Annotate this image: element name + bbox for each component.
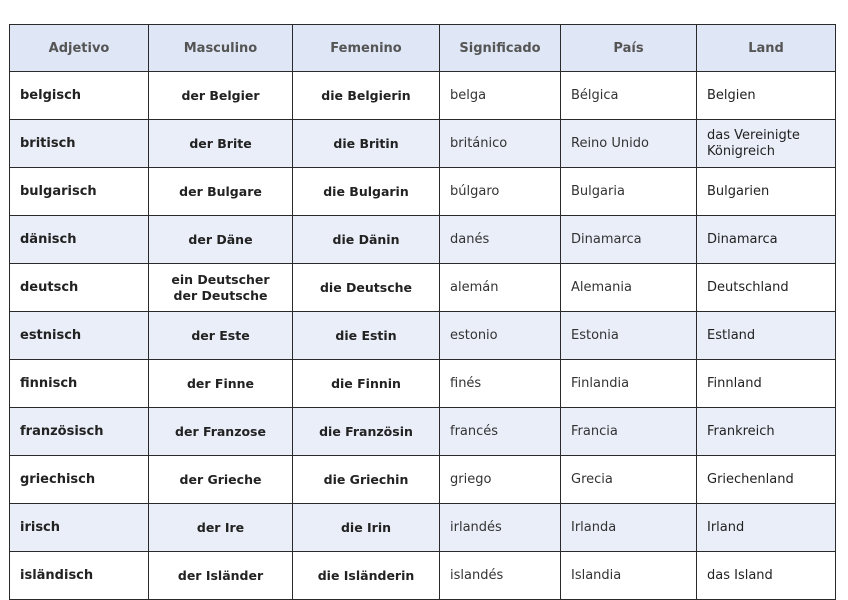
- cell-adjetivo: deutsch: [10, 264, 149, 312]
- cell-significado: alemán: [440, 264, 561, 312]
- cell-adjetivo: isländisch: [10, 552, 149, 600]
- cell-femenino: die Isländerin: [293, 552, 440, 600]
- cell-significado: británico: [440, 120, 561, 168]
- cell-pais: Finlandia: [561, 360, 697, 408]
- cell-adjetivo: britisch: [10, 120, 149, 168]
- table-row: [10, 504, 836, 552]
- cell-significado: francés: [440, 408, 561, 456]
- cell-pais: Grecia: [561, 456, 697, 504]
- cell-pais: Alemania: [561, 264, 697, 312]
- table-row: [10, 168, 836, 216]
- cell-adjetivo: irisch: [10, 504, 149, 552]
- cell-masculino: der Isländer: [149, 552, 293, 600]
- cell-masculino: der Este: [149, 312, 293, 360]
- cell-femenino: die Französin: [293, 408, 440, 456]
- cell-masculino: der Ire: [149, 504, 293, 552]
- cell-femenino: die Dänin: [293, 216, 440, 264]
- cell-pais: Islandia: [561, 552, 697, 600]
- cell-land: Bulgarien: [697, 168, 836, 216]
- cell-land: Belgien: [697, 72, 836, 120]
- cell-land: Frankreich: [697, 408, 836, 456]
- cell-significado: islandés: [440, 552, 561, 600]
- cell-adjetivo: estnisch: [10, 312, 149, 360]
- cell-land: Deutschland: [697, 264, 836, 312]
- cell-significado: irlandés: [440, 504, 561, 552]
- cell-significado: finés: [440, 360, 561, 408]
- header-row: [10, 25, 836, 72]
- cell-land: Irland: [697, 504, 836, 552]
- header-masculino: Masculino: [149, 25, 293, 72]
- cell-masculino: der Belgier: [149, 72, 293, 120]
- table-row: [10, 456, 836, 504]
- cell-pais: Dinamarca: [561, 216, 697, 264]
- cell-femenino: die Deutsche: [293, 264, 440, 312]
- cell-land: Estland: [697, 312, 836, 360]
- cell-adjetivo: belgisch: [10, 72, 149, 120]
- cell-masculino: ein Deutscher der Deutsche: [149, 264, 293, 312]
- cell-significado: danés: [440, 216, 561, 264]
- cell-adjetivo: finnisch: [10, 360, 149, 408]
- header-pais: País: [561, 25, 697, 72]
- vocabulary-table-container: [9, 24, 835, 600]
- cell-adjetivo: griechisch: [10, 456, 149, 504]
- table-row: [10, 120, 836, 168]
- cell-significado: búlgaro: [440, 168, 561, 216]
- table-row: [10, 312, 836, 360]
- cell-significado: belga: [440, 72, 561, 120]
- table-row: [10, 264, 836, 312]
- cell-femenino: die Belgierin: [293, 72, 440, 120]
- header-significado: Significado: [440, 25, 561, 72]
- cell-significado: griego: [440, 456, 561, 504]
- header-femenino: Femenino: [293, 25, 440, 72]
- cell-pais: Bélgica: [561, 72, 697, 120]
- cell-significado: estonio: [440, 312, 561, 360]
- header-land: Land: [697, 25, 836, 72]
- cell-adjetivo: bulgarisch: [10, 168, 149, 216]
- cell-pais: Reino Unido: [561, 120, 697, 168]
- cell-masculino: der Franzose: [149, 408, 293, 456]
- cell-masculino: der Bulgare: [149, 168, 293, 216]
- cell-masculino: der Finne: [149, 360, 293, 408]
- cell-land: Finnland: [697, 360, 836, 408]
- cell-land: das Island: [697, 552, 836, 600]
- table-row: [10, 408, 836, 456]
- cell-pais: Francia: [561, 408, 697, 456]
- table-row: [10, 360, 836, 408]
- cell-adjetivo: dänisch: [10, 216, 149, 264]
- cell-adjetivo: französisch: [10, 408, 149, 456]
- cell-pais: Estonia: [561, 312, 697, 360]
- cell-femenino: die Irin: [293, 504, 440, 552]
- cell-masculino: der Däne: [149, 216, 293, 264]
- cell-femenino: die Finnin: [293, 360, 440, 408]
- cell-land: Griechenland: [697, 456, 836, 504]
- header-adjetivo: Adjetivo: [10, 25, 149, 72]
- nationality-vocabulary-table: [9, 24, 836, 600]
- table-row: [10, 216, 836, 264]
- table-row: [10, 552, 836, 600]
- cell-femenino: die Britin: [293, 120, 440, 168]
- cell-femenino: die Estin: [293, 312, 440, 360]
- cell-femenino: die Bulgarin: [293, 168, 440, 216]
- cell-pais: Irlanda: [561, 504, 697, 552]
- cell-femenino: die Griechin: [293, 456, 440, 504]
- cell-masculino: der Grieche: [149, 456, 293, 504]
- table-row: [10, 72, 836, 120]
- cell-masculino: der Brite: [149, 120, 293, 168]
- cell-land: Dinamarca: [697, 216, 836, 264]
- cell-land: das Vereinigte Königreich: [697, 120, 836, 168]
- cell-pais: Bulgaria: [561, 168, 697, 216]
